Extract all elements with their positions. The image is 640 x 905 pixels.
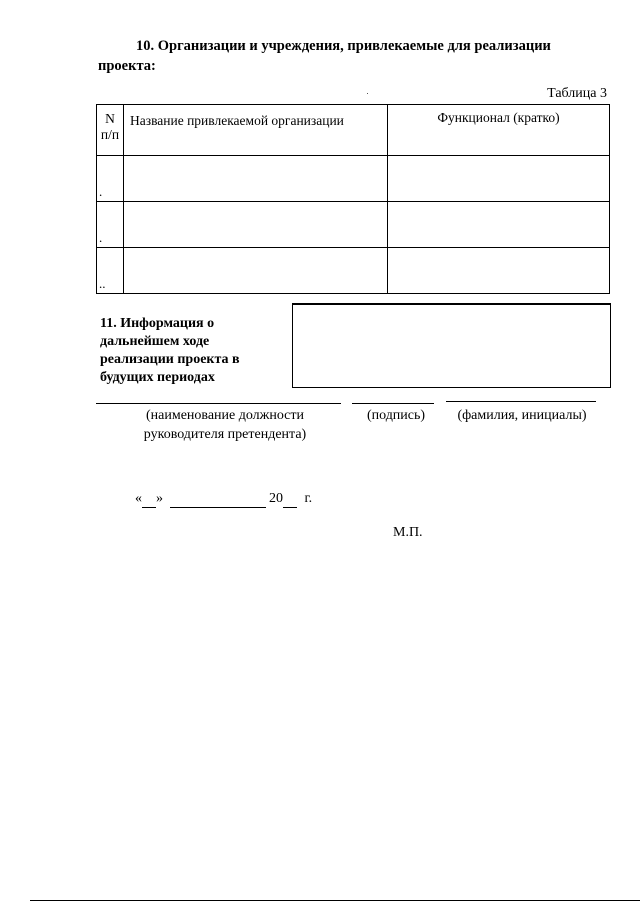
name-signature-line[interactable] [446, 401, 596, 402]
date-open-quote: « [135, 491, 142, 506]
col-header-function: Функционал (кратко) [388, 105, 610, 156]
col-header-number [97, 105, 124, 156]
position-caption-line1: (наименование должности [145, 408, 305, 423]
section-10-heading-line2: проекта: [98, 58, 156, 74]
organization-name-cell[interactable] [124, 248, 388, 294]
section-10-heading [98, 36, 578, 76]
position-caption [120, 406, 330, 444]
name-caption: (фамилия, инициалы) [457, 408, 587, 423]
month-field[interactable] [170, 491, 266, 508]
table-row [97, 248, 610, 294]
year-prefix: 20 [269, 491, 283, 506]
page-bottom-rule [30, 900, 640, 901]
day-field[interactable] [142, 491, 156, 508]
table-row [97, 202, 610, 248]
date-line [135, 491, 312, 508]
signature-line[interactable] [352, 403, 434, 404]
table-header-row [97, 105, 610, 156]
section-11-label [100, 315, 270, 387]
function-cell[interactable] [388, 202, 610, 248]
table-row [97, 156, 610, 202]
position-caption-line2: руководителя претендента) [143, 427, 307, 442]
stamp-placeholder: М.П. [393, 525, 423, 540]
organization-name-cell[interactable] [124, 156, 388, 202]
row-number-cell: .. [97, 248, 124, 294]
organization-name-cell[interactable] [124, 202, 388, 248]
date-close-quote: » [156, 491, 163, 506]
section-11-label-line2: дальнейшем ходе [100, 334, 210, 349]
section-11-label-line4: будущих периодах [100, 370, 215, 385]
col-header-organization-name: Название привлекаемой организации [124, 105, 388, 156]
future-info-field[interactable] [292, 303, 611, 388]
scan-speck [367, 93, 368, 94]
function-cell[interactable] [388, 248, 610, 294]
year-suffix: г. [304, 491, 313, 506]
position-signature-line[interactable] [96, 403, 341, 404]
year-field[interactable] [283, 491, 297, 508]
section-10-heading-line1: 10. Организации и учреждения, привлекаемые для реализации [136, 38, 551, 54]
section-11-label-line3: реализации проекта в [100, 352, 240, 367]
signature-caption: (подпись) [366, 408, 426, 423]
row-number-cell: . [97, 202, 124, 248]
organizations-table [96, 104, 610, 294]
col-header-number-line1: N [105, 111, 115, 126]
col-header-number-line2: п/п [100, 127, 120, 142]
table-3-caption: Таблица 3 [547, 86, 607, 101]
row-number-cell: . [97, 156, 124, 202]
function-cell[interactable] [388, 156, 610, 202]
section-11-label-line1: 11. Информация о [100, 316, 215, 331]
